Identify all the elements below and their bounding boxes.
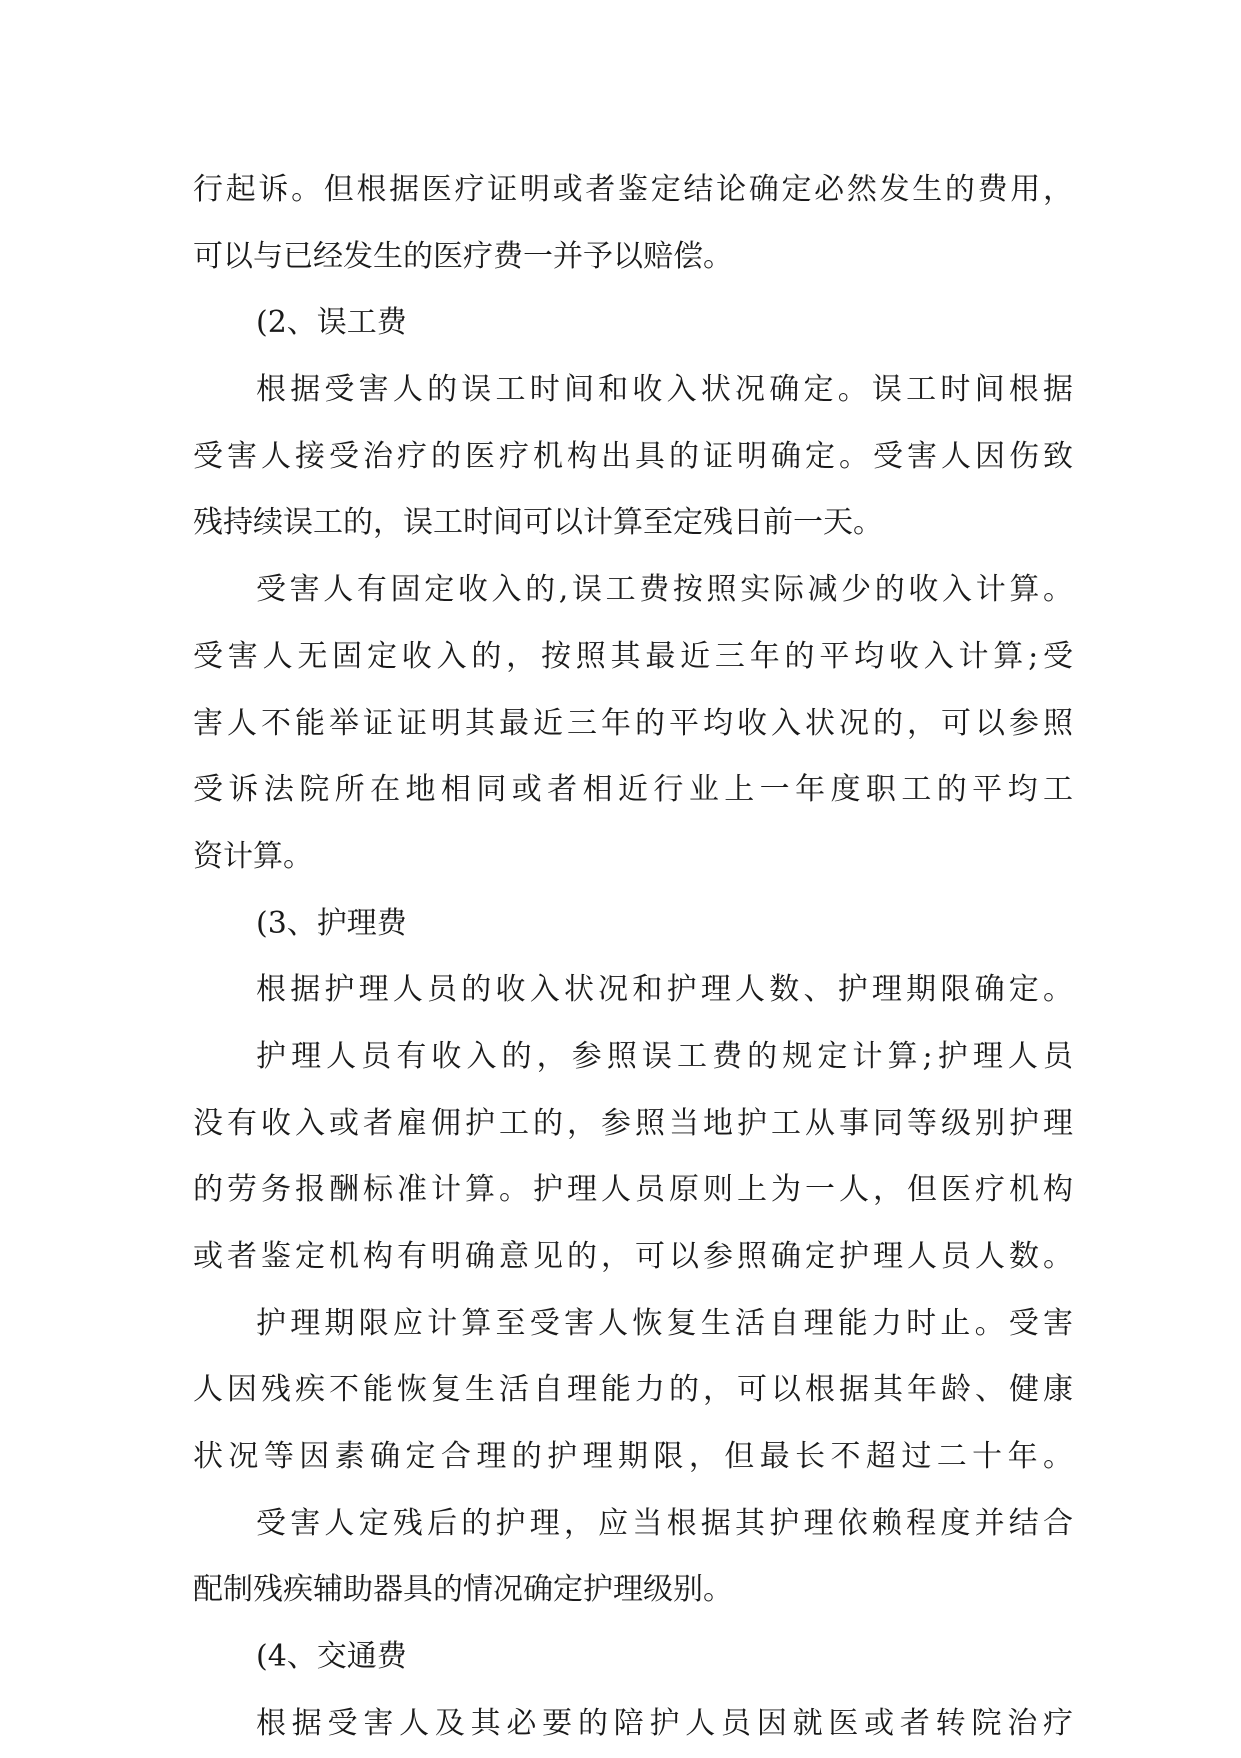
text-line: 没有收入或者雇佣护工的，参照当地护工从事同等级别护理 — [193, 1105, 1073, 1141]
text-line: 状况等因素确定合理的护理期限，但最长不超过二十年。 — [193, 1439, 1073, 1475]
section-heading: (4、交通费 — [256, 1639, 407, 1675]
section-heading: (3、护理费 — [256, 905, 407, 941]
text-line: 或者鉴定机构有明确意见的，可以参照确定护理人员人数。 — [193, 1239, 1073, 1274]
text-line: 受害人定残后的护理，应当根据其护理依赖程度并结合 — [256, 1505, 1073, 1541]
text-line: 护理人员有收入的，参照误工费的规定计算;护理人员 — [256, 1038, 1073, 1074]
text-line: 的劳务报酬标准计算。护理人员原则上为一人，但医疗机构 — [193, 1172, 1073, 1208]
text-line: 行起诉。但根据医疗证明或者鉴定结论确定必然发生的费用， — [193, 172, 1073, 207]
text-line: 可以与已经发生的医疗费一并予以赔偿。 — [193, 238, 733, 274]
section-heading: (2、误工费 — [256, 305, 407, 341]
text-line: 护理期限应计算至受害人恢复生活自理能力时止。受害 — [256, 1305, 1073, 1341]
text-line: 受害人有固定收入的,误工费按照实际减少的收入计算。 — [256, 572, 1073, 608]
text-line: 受害人无固定收入的，按照其最近三年的平均收入计算;受 — [193, 638, 1073, 674]
body-text — [193, 157, 1073, 1758]
text-line: 根据受害人的误工时间和收入状况确定。误工时间根据 — [256, 372, 1073, 408]
text-line: 害人不能举证证明其最近三年的平均收入状况的，可以参照 — [193, 705, 1073, 741]
text-line: 受害人接受治疗的医疗机构出具的证明确定。受害人因伤致 — [193, 438, 1073, 474]
text-line: 人因残疾不能恢复生活自理能力的，可以根据其年龄、健康 — [193, 1372, 1073, 1408]
text-line: 配制残疾辅助器具的情况确定护理级别。 — [193, 1572, 733, 1608]
text-line: 资计算。 — [193, 838, 313, 874]
text-line: 残持续误工的，误工时间可以计算至定残日前一天。 — [193, 505, 883, 541]
text-line: 根据护理人员的收入状况和护理人数、护理期限确定。 — [256, 972, 1073, 1008]
text-line: 受诉法院所在地相同或者相近行业上一年度职工的平均工 — [193, 772, 1073, 808]
text-line: 根据受害人及其必要的陪护人员因就医或者转院治疗 — [256, 1705, 1073, 1741]
